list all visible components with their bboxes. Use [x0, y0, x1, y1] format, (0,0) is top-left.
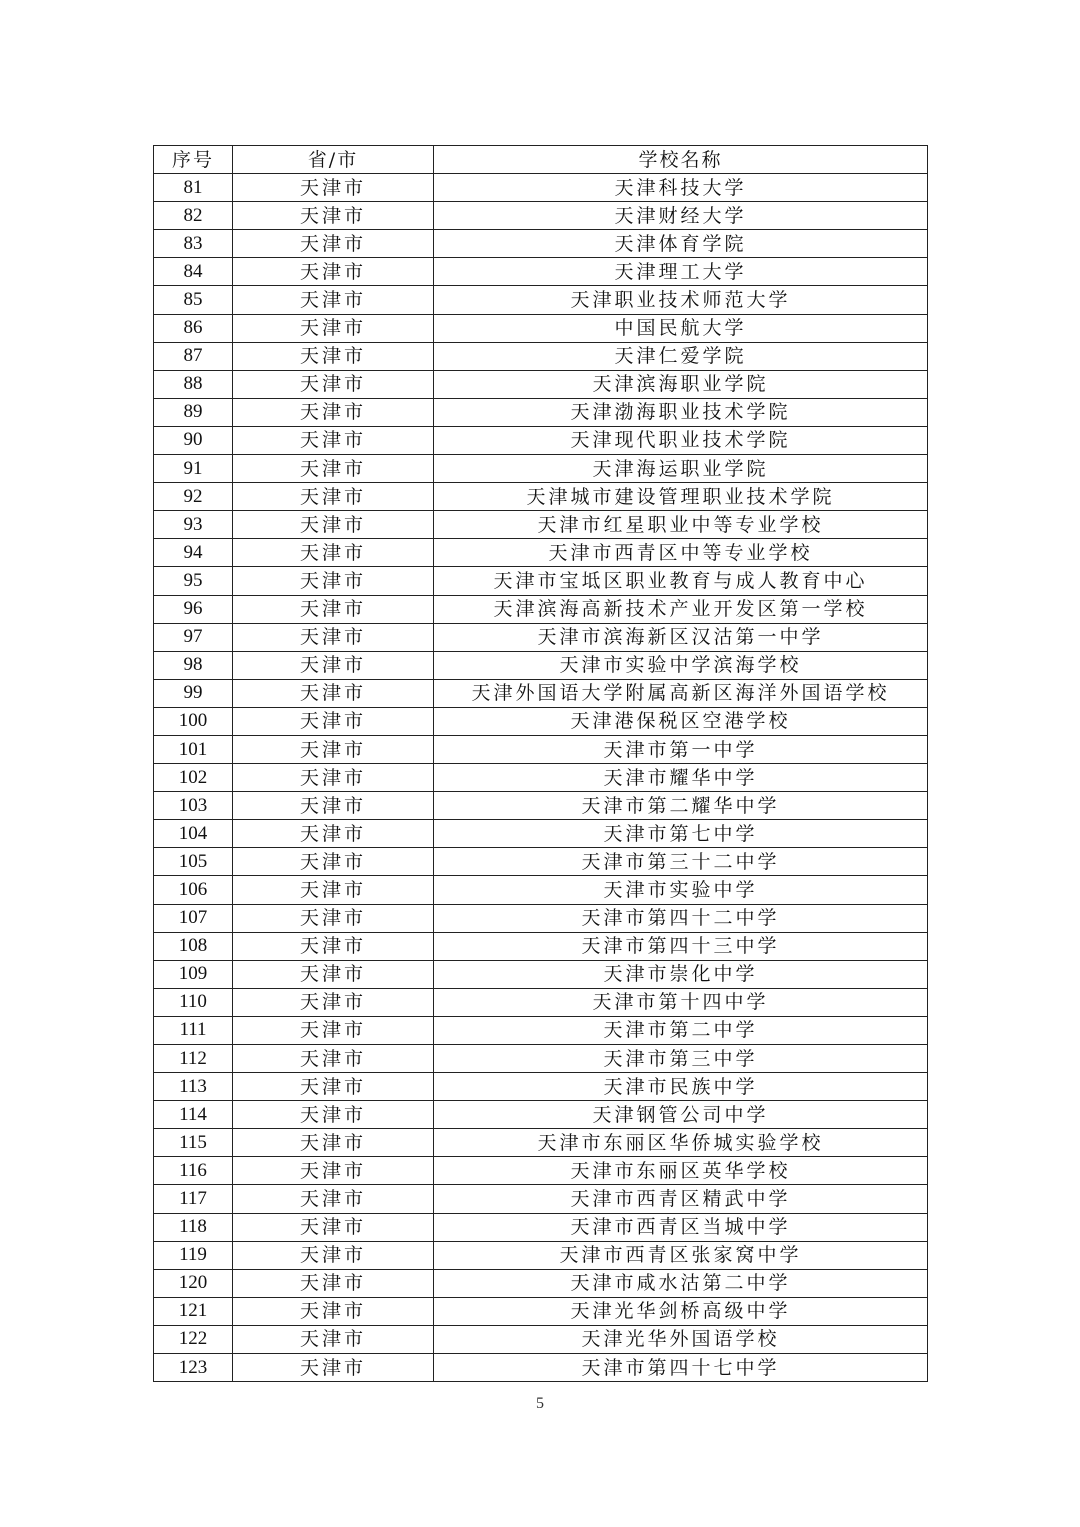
row-province-city: 天津市 [233, 1185, 434, 1213]
row-serial-number: 92 [154, 483, 233, 511]
row-school-name: 天津市第一中学 [434, 735, 928, 763]
row-school-name: 天津市西青区精武中学 [434, 1185, 928, 1213]
row-serial-number: 106 [154, 876, 233, 904]
row-school-name: 天津市崇化中学 [434, 960, 928, 988]
table-row [154, 174, 928, 202]
row-province-city: 天津市 [233, 539, 434, 567]
row-school-name: 天津滨海职业学院 [434, 370, 928, 398]
row-serial-number: 81 [154, 174, 233, 202]
row-serial-number: 105 [154, 848, 233, 876]
row-serial-number: 121 [154, 1297, 233, 1325]
row-serial-number: 94 [154, 539, 233, 567]
row-school-name: 天津市实验中学 [434, 876, 928, 904]
row-school-name: 天津市西青区中等专业学校 [434, 539, 928, 567]
row-serial-number: 96 [154, 595, 233, 623]
row-school-name: 天津市第四十三中学 [434, 932, 928, 960]
table-row [154, 1269, 928, 1297]
row-serial-number: 82 [154, 202, 233, 230]
table-row [154, 398, 928, 426]
row-serial-number: 116 [154, 1157, 233, 1185]
row-serial-number: 122 [154, 1325, 233, 1353]
row-province-city: 天津市 [233, 735, 434, 763]
table-row [154, 820, 928, 848]
table-row [154, 988, 928, 1016]
row-province-city: 天津市 [233, 258, 434, 286]
table-row [154, 1129, 928, 1157]
table-row [154, 764, 928, 792]
row-school-name: 天津市第四十二中学 [434, 904, 928, 932]
table-row [154, 342, 928, 370]
row-school-name: 天津市民族中学 [434, 1073, 928, 1101]
school-list-table [153, 145, 928, 1382]
row-province-city: 天津市 [233, 1297, 434, 1325]
row-school-name: 天津仁爱学院 [434, 342, 928, 370]
row-serial-number: 123 [154, 1354, 233, 1382]
row-serial-number: 83 [154, 230, 233, 258]
row-school-name: 天津市咸水沽第二中学 [434, 1269, 928, 1297]
row-serial-number: 108 [154, 932, 233, 960]
row-serial-number: 93 [154, 511, 233, 539]
row-province-city: 天津市 [233, 1045, 434, 1073]
row-serial-number: 114 [154, 1101, 233, 1129]
row-school-name: 天津市第三十二中学 [434, 848, 928, 876]
row-serial-number: 97 [154, 623, 233, 651]
row-province-city: 天津市 [233, 567, 434, 595]
row-school-name: 天津现代职业技术学院 [434, 426, 928, 454]
table-row [154, 539, 928, 567]
table-row [154, 707, 928, 735]
row-school-name: 天津市实验中学滨海学校 [434, 651, 928, 679]
row-province-city: 天津市 [233, 1073, 434, 1101]
row-serial-number: 113 [154, 1073, 233, 1101]
row-school-name: 天津市第二中学 [434, 1016, 928, 1044]
row-province-city: 天津市 [233, 342, 434, 370]
table-row [154, 483, 928, 511]
row-province-city: 天津市 [233, 904, 434, 932]
table-row [154, 651, 928, 679]
row-province-city: 天津市 [233, 483, 434, 511]
row-province-city: 天津市 [233, 314, 434, 342]
row-school-name: 天津市滨海新区汉沽第一中学 [434, 623, 928, 651]
row-province-city: 天津市 [233, 820, 434, 848]
row-province-city: 天津市 [233, 679, 434, 707]
row-school-name: 天津港保税区空港学校 [434, 707, 928, 735]
table-row [154, 286, 928, 314]
row-serial-number: 117 [154, 1185, 233, 1213]
row-province-city: 天津市 [233, 764, 434, 792]
row-school-name: 天津城市建设管理职业技术学院 [434, 483, 928, 511]
header-province-city: 省/市 [233, 146, 434, 174]
row-province-city: 天津市 [233, 1325, 434, 1353]
header-serial-number: 序号 [154, 146, 233, 174]
table-row [154, 1185, 928, 1213]
table-row [154, 314, 928, 342]
row-serial-number: 111 [154, 1016, 233, 1044]
row-province-city: 天津市 [233, 651, 434, 679]
table-row [154, 848, 928, 876]
table-row [154, 735, 928, 763]
row-school-name: 天津滨海高新技术产业开发区第一学校 [434, 595, 928, 623]
row-serial-number: 95 [154, 567, 233, 595]
row-serial-number: 91 [154, 455, 233, 483]
table-row [154, 455, 928, 483]
row-school-name: 天津海运职业学院 [434, 455, 928, 483]
row-serial-number: 107 [154, 904, 233, 932]
row-school-name: 天津市第二耀华中学 [434, 792, 928, 820]
row-school-name: 天津外国语大学附属高新区海洋外国语学校 [434, 679, 928, 707]
table-row [154, 230, 928, 258]
table-row [154, 567, 928, 595]
row-province-city: 天津市 [233, 932, 434, 960]
row-province-city: 天津市 [233, 1213, 434, 1241]
row-school-name: 天津市宝坻区职业教育与成人教育中心 [434, 567, 928, 595]
header-row [154, 146, 928, 174]
row-province-city: 天津市 [233, 511, 434, 539]
table-row [154, 511, 928, 539]
row-school-name: 天津渤海职业技术学院 [434, 398, 928, 426]
page-number: 5 [536, 1395, 544, 1412]
table-row [154, 792, 928, 820]
row-province-city: 天津市 [233, 707, 434, 735]
row-province-city: 天津市 [233, 1269, 434, 1297]
row-province-city: 天津市 [233, 174, 434, 202]
row-serial-number: 119 [154, 1241, 233, 1269]
row-serial-number: 85 [154, 286, 233, 314]
row-province-city: 天津市 [233, 230, 434, 258]
row-serial-number: 102 [154, 764, 233, 792]
table-row [154, 1354, 928, 1382]
table-row [154, 932, 928, 960]
row-province-city: 天津市 [233, 202, 434, 230]
row-school-name: 天津财经大学 [434, 202, 928, 230]
row-serial-number: 109 [154, 960, 233, 988]
table-row [154, 1101, 928, 1129]
row-school-name: 天津市耀华中学 [434, 764, 928, 792]
row-province-city: 天津市 [233, 455, 434, 483]
row-serial-number: 110 [154, 988, 233, 1016]
table-row [154, 960, 928, 988]
row-province-city: 天津市 [233, 426, 434, 454]
row-serial-number: 84 [154, 258, 233, 286]
table-row [154, 1016, 928, 1044]
table-row [154, 1213, 928, 1241]
row-province-city: 天津市 [233, 1354, 434, 1382]
table-row [154, 1241, 928, 1269]
header-school-name: 学校名称 [434, 146, 928, 174]
row-province-city: 天津市 [233, 848, 434, 876]
row-school-name: 天津理工大学 [434, 258, 928, 286]
row-school-name: 天津市东丽区华侨城实验学校 [434, 1129, 928, 1157]
row-serial-number: 101 [154, 735, 233, 763]
table-row [154, 595, 928, 623]
table-row [154, 370, 928, 398]
table-header [154, 146, 928, 174]
row-serial-number: 112 [154, 1045, 233, 1073]
table-row [154, 876, 928, 904]
table-row [154, 623, 928, 651]
row-serial-number: 103 [154, 792, 233, 820]
row-school-name: 天津市第七中学 [434, 820, 928, 848]
row-serial-number: 87 [154, 342, 233, 370]
row-province-city: 天津市 [233, 1129, 434, 1157]
table-row [154, 1157, 928, 1185]
table-row [154, 679, 928, 707]
row-province-city: 天津市 [233, 1157, 434, 1185]
row-province-city: 天津市 [233, 398, 434, 426]
row-province-city: 天津市 [233, 370, 434, 398]
row-school-name: 天津职业技术师范大学 [434, 286, 928, 314]
table-row [154, 1325, 928, 1353]
table-row [154, 1297, 928, 1325]
row-serial-number: 104 [154, 820, 233, 848]
row-serial-number: 120 [154, 1269, 233, 1297]
table-row [154, 1045, 928, 1073]
row-school-name: 天津光华外国语学校 [434, 1325, 928, 1353]
table-row [154, 426, 928, 454]
row-school-name: 天津市西青区当城中学 [434, 1213, 928, 1241]
row-province-city: 天津市 [233, 960, 434, 988]
row-province-city: 天津市 [233, 623, 434, 651]
row-school-name: 天津市红星职业中等专业学校 [434, 511, 928, 539]
row-province-city: 天津市 [233, 876, 434, 904]
row-serial-number: 100 [154, 707, 233, 735]
row-school-name: 天津钢管公司中学 [434, 1101, 928, 1129]
row-serial-number: 115 [154, 1129, 233, 1157]
row-serial-number: 118 [154, 1213, 233, 1241]
row-school-name: 天津光华剑桥高级中学 [434, 1297, 928, 1325]
row-school-name: 天津体育学院 [434, 230, 928, 258]
row-serial-number: 89 [154, 398, 233, 426]
row-serial-number: 88 [154, 370, 233, 398]
row-school-name: 天津市第三中学 [434, 1045, 928, 1073]
table-row [154, 258, 928, 286]
row-serial-number: 90 [154, 426, 233, 454]
row-province-city: 天津市 [233, 1241, 434, 1269]
row-school-name: 天津市第四十七中学 [434, 1354, 928, 1382]
row-serial-number: 86 [154, 314, 233, 342]
row-province-city: 天津市 [233, 286, 434, 314]
table-row [154, 904, 928, 932]
table-row [154, 202, 928, 230]
row-school-name: 中国民航大学 [434, 314, 928, 342]
row-province-city: 天津市 [233, 988, 434, 1016]
row-province-city: 天津市 [233, 792, 434, 820]
row-school-name: 天津市第十四中学 [434, 988, 928, 1016]
row-serial-number: 99 [154, 679, 233, 707]
row-school-name: 天津科技大学 [434, 174, 928, 202]
row-serial-number: 98 [154, 651, 233, 679]
table-row [154, 1073, 928, 1101]
row-province-city: 天津市 [233, 1016, 434, 1044]
table-body [154, 174, 928, 1382]
row-province-city: 天津市 [233, 595, 434, 623]
row-school-name: 天津市西青区张家窝中学 [434, 1241, 928, 1269]
row-school-name: 天津市东丽区英华学校 [434, 1157, 928, 1185]
row-province-city: 天津市 [233, 1101, 434, 1129]
